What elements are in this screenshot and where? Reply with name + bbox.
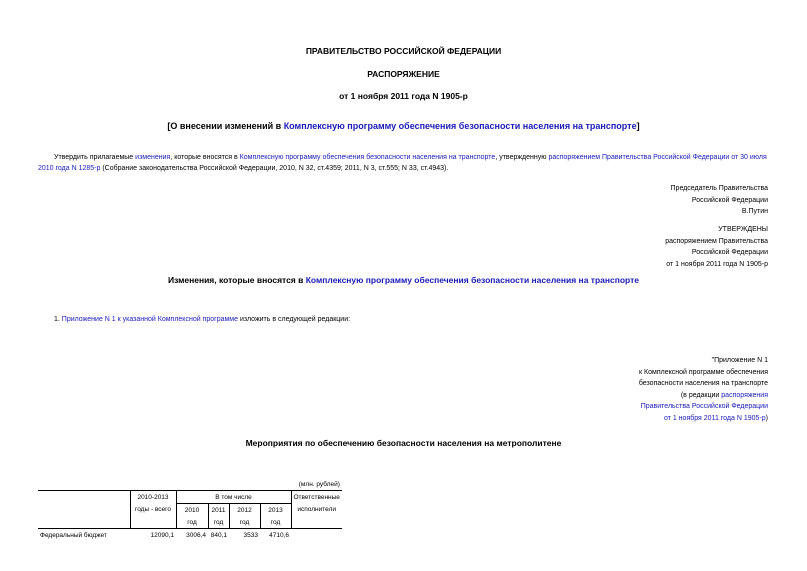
approved-heading: УТВЕРЖДЕНЫ bbox=[718, 226, 768, 233]
row-label: Федеральный бюджет bbox=[40, 531, 107, 539]
item-1-text: изложить в следующей редакции: bbox=[238, 316, 351, 323]
header-year-sub-2013: год bbox=[260, 516, 291, 529]
row-2010: 3006,4 bbox=[186, 531, 206, 539]
header-total-empty bbox=[130, 516, 176, 529]
row-2012: 3533 bbox=[243, 531, 258, 539]
approved-line-3: Российской Федерации bbox=[691, 249, 768, 256]
body-paragraph bbox=[38, 152, 768, 174]
row-responsible bbox=[291, 529, 342, 542]
appendix-block bbox=[468, 355, 768, 424]
header-year-2012: 2012 bbox=[229, 504, 260, 517]
header-year-sub-2010: год bbox=[176, 516, 208, 529]
approved-block bbox=[468, 224, 768, 270]
document-title bbox=[0, 121, 807, 131]
header-year-2011: 2011 bbox=[208, 504, 229, 517]
row-2011: 840,1 bbox=[210, 531, 227, 539]
changes-title-link[interactable]: Комплексную программу обеспечения безопасности населения на транспорте bbox=[305, 275, 640, 285]
signature-block bbox=[468, 183, 768, 218]
finance-table bbox=[38, 478, 342, 541]
item-1 bbox=[54, 316, 350, 323]
appendix-line-3: безопасности населения на транспорте bbox=[638, 380, 768, 387]
body-text-2: , которые вносятся в bbox=[170, 154, 240, 161]
title-close: ] bbox=[636, 121, 640, 131]
units-note: (млн. рублей) bbox=[298, 480, 340, 488]
table-row bbox=[38, 529, 342, 542]
appendix-order-link-3[interactable]: от 1 ноября 2011 года N 1905-р bbox=[663, 414, 766, 422]
government-heading: ПРАВИТЕЛЬСТВО РОССИЙСКОЙ ФЕДЕРАЦИИ bbox=[305, 46, 502, 56]
header-empty-3 bbox=[38, 516, 130, 529]
appendix-line-6 bbox=[468, 413, 768, 425]
header-year-sub-2011: год bbox=[208, 516, 229, 529]
body-text-1: Утвердить прилагаемые bbox=[54, 154, 136, 161]
approved-line-2: распоряжением Правительства bbox=[665, 237, 768, 245]
appendix-1-link[interactable]: Приложение N 1 к указанной Комплексной программе bbox=[61, 316, 238, 323]
header-year-2010: 2010 bbox=[176, 504, 208, 517]
measures-title: Мероприятия по обеспечению безопасности населения на метрополитене bbox=[245, 438, 562, 448]
header-year-2013: 2013 bbox=[260, 504, 291, 517]
header-year-sub-2012: год bbox=[229, 516, 260, 529]
program-link[interactable]: Комплексную программу обеспечения безопасности населения на транспорте bbox=[239, 154, 496, 161]
changes-link[interactable]: изменения bbox=[135, 154, 171, 161]
document-type: РАСПОРЯЖЕНИЕ bbox=[367, 69, 440, 79]
appendix-order-link-1[interactable]: распоряжения bbox=[721, 391, 768, 399]
appendix-line-2: к Комплексной программе обеспечения bbox=[639, 368, 768, 376]
header-responsible: Ответственные bbox=[291, 491, 342, 504]
body-text-4: (Собрание законодательства Российской Федерации, 2010, N 32, ст.4359; 2011, N 3, ст.555; N 33, ст.4943). bbox=[100, 165, 449, 172]
changes-title bbox=[0, 275, 807, 285]
document-date: от 1 ноября 2011 года N 1905-р bbox=[339, 91, 468, 101]
signature-position: Председатель Правительства bbox=[670, 185, 768, 192]
header-including: В том числе bbox=[176, 491, 291, 504]
title-program-link[interactable]: Комплексную программу обеспечения безопасности населения на транспорте bbox=[283, 121, 637, 131]
row-2013: 4710,6 bbox=[269, 531, 289, 539]
body-text-3: , утвержденную bbox=[495, 154, 549, 161]
title-open: [О внесении изменений в bbox=[167, 121, 284, 131]
header-empty-2 bbox=[38, 504, 130, 517]
appendix-edition-text: (в редакции bbox=[680, 391, 722, 399]
changes-title-text: Изменения, которые вносятся в bbox=[167, 275, 306, 285]
appendix-line-4 bbox=[468, 390, 768, 402]
header-empty bbox=[38, 491, 130, 504]
item-1-number: 1. bbox=[54, 316, 62, 323]
header-total-label: годы - всего bbox=[130, 504, 176, 517]
header-resp-empty bbox=[291, 516, 342, 529]
appendix-close-paren: ) bbox=[765, 414, 768, 422]
appendix-line-1: "Приложение N 1 bbox=[711, 357, 768, 364]
order-link[interactable]: распоряжением Правительства Российской Федерации от 30 июля 2010 года N 1285-р bbox=[38, 154, 767, 172]
header-total-period: 2010-2013 bbox=[130, 491, 176, 504]
row-total: 12090,1 bbox=[150, 531, 174, 539]
signature-country: Российской Федерации bbox=[691, 196, 768, 204]
appendix-order-link-2[interactable]: Правительства Российской Федерации bbox=[640, 403, 768, 410]
signature-name: В.Путин bbox=[741, 208, 768, 215]
header-executors: исполнители bbox=[291, 504, 342, 517]
approved-date: от 1 ноября 2011 года N 1905-р bbox=[666, 260, 768, 268]
